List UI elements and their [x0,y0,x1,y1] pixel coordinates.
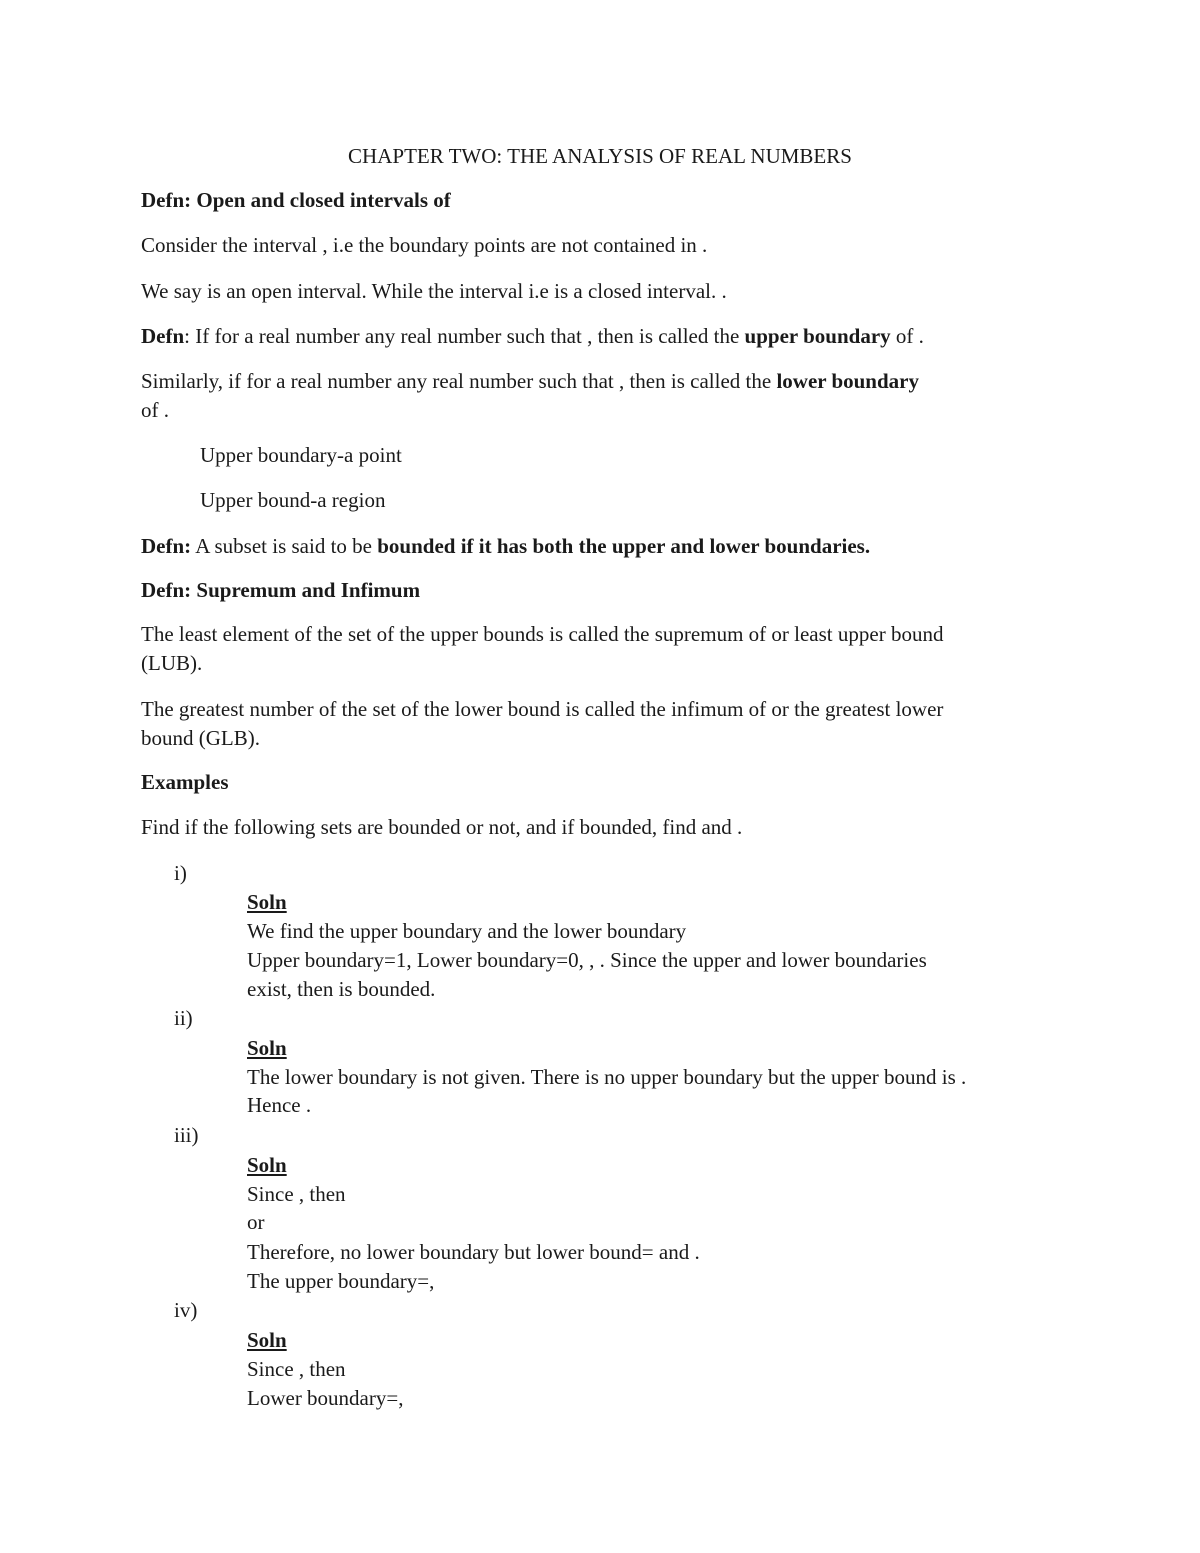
example-marker-ii: ii) [174,1006,193,1030]
defn-bounded-label: Defn: [141,534,192,558]
example-iii-line-2: or [247,1210,265,1234]
examples-heading: Examples [141,770,229,794]
example-iv-line-2: Lower boundary=, [247,1386,404,1410]
chapter-title: CHAPTER TWO: THE ANALYSIS OF REAL NUMBERS [348,144,852,168]
defn-bounded-text: A subset is said to be [191,534,378,558]
example-marker-iii: iii) [174,1123,199,1147]
similarly-tail: of . [141,398,169,422]
defn-sup-inf-heading: Defn: Supremum and Infimum [141,578,421,602]
similarly-text: Similarly, if for a real number any real number such that , then is called the [141,369,777,393]
bounded-term: bounded if it has both the upper and lower boundaries. [377,534,871,558]
example-i-line-2: Upper boundary=1, Lower boundary=0, , . Since the upper and lower boundaries [247,948,927,972]
example-iii-line-1: Since , then [247,1182,346,1206]
example-marker-i: i) [174,861,187,885]
example-iv-line-1: Since , then [247,1357,346,1381]
example-iii-line-4: The upper boundary=, [247,1269,435,1293]
defn-upper-tail: of . [890,324,924,348]
note-upper-bound: Upper bound-a region [200,488,386,512]
note-upper-boundary: Upper boundary-a point [200,443,402,467]
example-iii-line-3: Therefore, no lower boundary but lower bound= and . [247,1240,700,1264]
defn-label: Defn [141,324,185,348]
example-marker-iv: iv) [174,1298,198,1322]
infimum-line-2: bound (GLB). [141,726,260,750]
defn-intervals-line-1: Consider the interval , i.e the boundary points are not contained in . [141,233,708,257]
defn-intervals-heading: Defn: Open and closed intervals of [141,188,451,212]
lower-boundary-term: lower boundary [776,369,919,393]
example-i-line-3: exist, then is bounded. [247,977,436,1001]
soln-label: Soln [247,1153,287,1177]
soln-label: Soln [247,1036,287,1060]
supremum-line-2: (LUB). [141,651,203,675]
defn-intervals-line-2: We say is an open interval. While the interval i.e is a closed interval. . [141,279,727,303]
defn-bounded [141,532,870,560]
example-i-line-1: We find the upper boundary and the lower boundary [247,919,687,943]
defn-upper-text: : If for a real number any real number such that , then is called the [184,324,745,348]
soln-label: Soln [247,890,287,914]
examples-intro: Find if the following sets are bounded or not, and if bounded, find and . [141,815,743,839]
example-ii-line-2: Hence . [247,1093,312,1117]
soln-label: Soln [247,1328,287,1352]
similarly-lower-boundary [141,367,919,395]
upper-boundary-term: upper boundary [744,324,891,348]
defn-upper-boundary [141,322,924,350]
example-ii-line-1: The lower boundary is not given. There is no upper boundary but the upper bound is . [247,1065,967,1089]
infimum-line-1: The greatest number of the set of the lower bound is called the infimum of or the greatest lower [141,697,944,721]
supremum-line-1: The least element of the set of the upper bounds is called the supremum of or least upper bound [141,622,944,646]
